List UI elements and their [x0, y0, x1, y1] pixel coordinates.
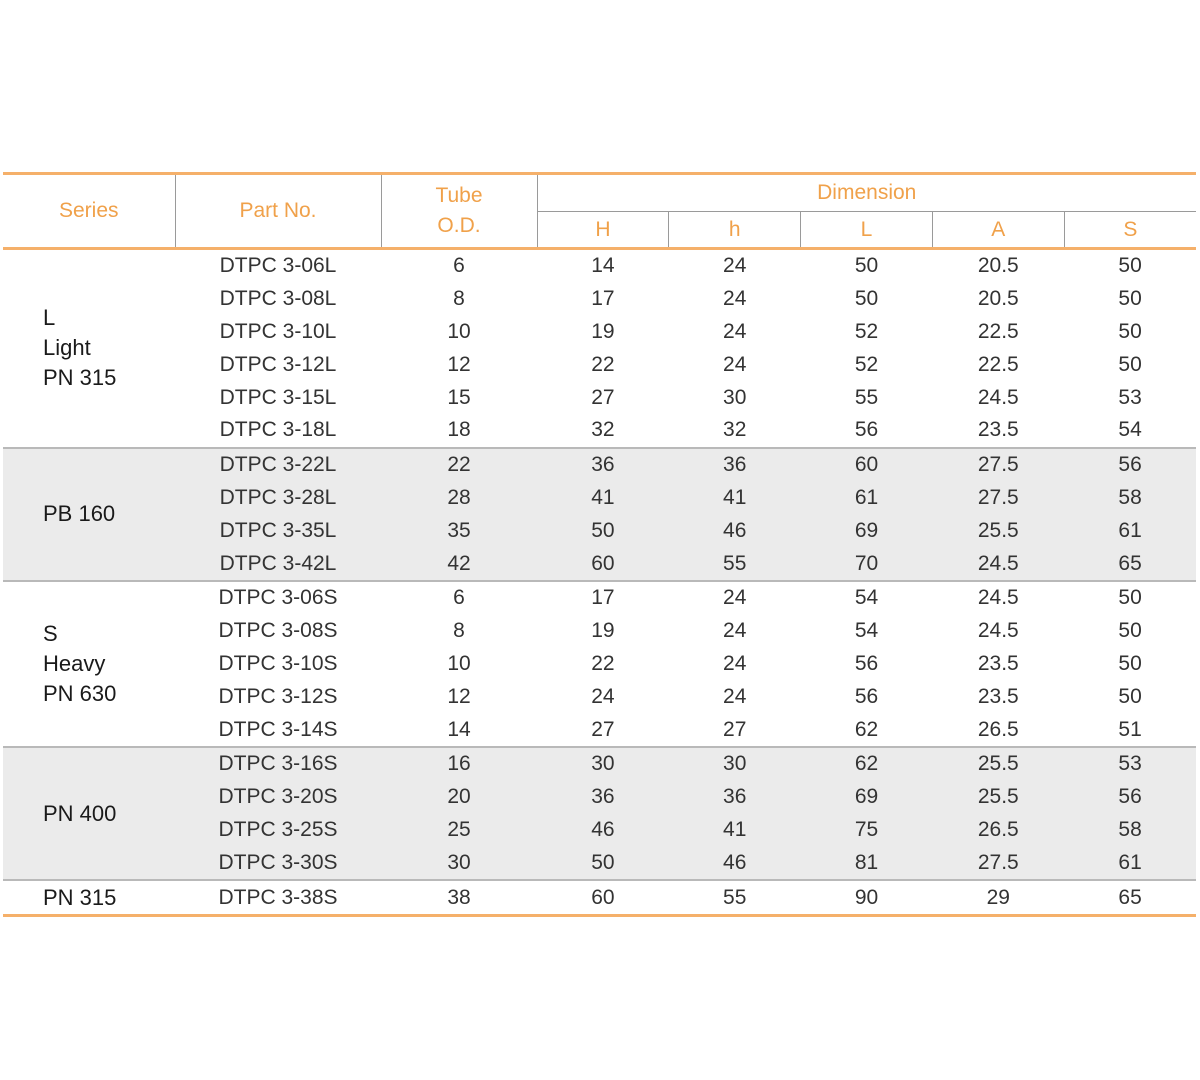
series-header: Series [3, 174, 175, 249]
dim-L-cell: 81 [801, 846, 933, 880]
tube-od-cell: 38 [381, 880, 537, 915]
dim-A-cell: 26.5 [932, 814, 1064, 847]
series-cell [3, 880, 175, 915]
tube-od-cell: 12 [447, 352, 471, 376]
part-no-cell: DTPC 3-38S [175, 880, 381, 915]
dim-L-cell: 75 [801, 814, 933, 847]
dim-h-cell: 30 [723, 385, 747, 409]
dim-L-cell: 50 [854, 254, 879, 278]
dim-h-cell: 41 [669, 482, 801, 515]
part-no-cell: DTPC 3-10S [218, 651, 338, 675]
dim-L-cell: 55 [854, 385, 879, 409]
table-row [3, 448, 1196, 482]
dim-A-cell: 24.5 [932, 581, 1064, 615]
dimension-table [3, 172, 1196, 917]
tube-od-cell: 6 [453, 254, 465, 278]
dim-h-cell: 24 [723, 651, 747, 675]
dim-header-h: h [669, 212, 801, 249]
series-label: PB 160 [43, 501, 116, 527]
dim-S-cell: 53 [1118, 385, 1142, 409]
table-row [3, 680, 1196, 713]
tube-od-cell: 14 [447, 717, 471, 741]
part-no-cell: DTPC 3-08L [219, 287, 337, 311]
dim-header-H: H [537, 212, 669, 249]
tube-od-cell: 16 [381, 747, 537, 781]
dim-header-S: S [1064, 212, 1196, 249]
tube-od-cell: 10 [447, 319, 471, 343]
table-row [3, 880, 1196, 915]
part-no-cell: DTPC 3-42L [175, 547, 381, 581]
dimension-header: Dimension [537, 174, 1196, 212]
dim-A-cell: 22.5 [977, 319, 1019, 343]
series-label: PN 630 [43, 680, 117, 706]
dim-L-cell: 62 [801, 747, 933, 781]
series-group [3, 880, 1196, 915]
dim-H-cell: 19 [591, 319, 615, 343]
dim-S-cell: 65 [1064, 880, 1196, 915]
table-row [3, 713, 1196, 747]
dim-H-cell: 50 [537, 846, 669, 880]
part-no-cell: DTPC 3-15L [219, 385, 337, 409]
dim-h-cell: 24 [723, 684, 747, 708]
dim-h-cell: 24 [723, 619, 747, 643]
dim-h-cell: 24 [669, 581, 801, 615]
part-no-cell: DTPC 3-06S [175, 581, 381, 615]
series-label: S [43, 620, 58, 646]
dim-L-cell: 52 [854, 352, 879, 376]
table-row [3, 781, 1196, 814]
dim-S-cell: 58 [1064, 482, 1196, 515]
tube-od-header [381, 174, 537, 249]
dim-h-cell: 27 [723, 717, 747, 741]
table-row [3, 747, 1196, 781]
tube-od-cell: 12 [447, 684, 471, 708]
table-row [3, 414, 1196, 448]
part-no-cell: DTPC 3-18L [219, 418, 337, 442]
dim-L-cell: 60 [801, 448, 933, 482]
dim-A-cell: 23.5 [977, 651, 1019, 675]
dim-A-cell: 23.5 [977, 418, 1019, 442]
dim-S-cell: 56 [1064, 781, 1196, 814]
dim-S-cell: 50 [1118, 319, 1142, 343]
dim-A-cell: 25.5 [932, 514, 1064, 547]
part-no-cell: DTPC 3-16S [175, 747, 381, 781]
part-no-cell: DTPC 3-06L [219, 254, 337, 278]
series-label: PN 315 [43, 884, 117, 910]
dim-h-cell: 30 [669, 747, 801, 781]
dim-H-cell: 50 [537, 514, 669, 547]
series-group [3, 747, 1196, 880]
series-cell [3, 249, 175, 448]
dim-H-cell: 14 [591, 254, 615, 278]
dim-A-cell: 20.5 [977, 287, 1019, 311]
series-label: Heavy [43, 650, 106, 676]
dim-h-cell: 46 [669, 846, 801, 880]
dim-A-cell: 29 [932, 880, 1064, 915]
dim-H-cell: 27 [591, 385, 615, 409]
table-row [3, 283, 1196, 316]
dim-S-cell: 61 [1064, 846, 1196, 880]
dim-h-cell: 24 [723, 319, 747, 343]
table-row [3, 249, 1196, 283]
dim-H-cell: 36 [537, 448, 669, 482]
tube-od-cell: 30 [381, 846, 537, 880]
dim-S-cell: 53 [1064, 747, 1196, 781]
table-row [3, 316, 1196, 349]
table-row [3, 381, 1196, 414]
dim-H-cell: 60 [537, 880, 669, 915]
series-group [3, 448, 1196, 581]
table-header [3, 174, 1196, 249]
tube-od-cell: 18 [447, 418, 471, 442]
dim-h-cell: 46 [669, 514, 801, 547]
table-row [3, 846, 1196, 880]
dim-L-cell: 52 [854, 319, 879, 343]
dim-h-cell: 55 [669, 880, 801, 915]
series-label: L [43, 305, 56, 331]
dim-H-cell: 41 [537, 482, 669, 515]
dim-h-cell: 55 [669, 547, 801, 581]
dim-L-cell: 90 [801, 880, 933, 915]
dim-H-cell: 17 [591, 287, 615, 311]
dim-A-cell: 25.5 [932, 781, 1064, 814]
part-no-cell: DTPC 3-25S [175, 814, 381, 847]
tube-od-cell: 15 [447, 385, 471, 409]
dim-S-cell: 61 [1064, 514, 1196, 547]
part-no-cell: DTPC 3-10L [219, 319, 337, 343]
tube-od-header-line2: O.D. [437, 214, 481, 237]
dim-L-cell: 61 [801, 482, 933, 515]
table-row [3, 814, 1196, 847]
dim-A-cell: 26.5 [977, 717, 1019, 741]
dim-A-cell: 20.5 [977, 254, 1019, 278]
dim-S-cell: 50 [1118, 287, 1142, 311]
dim-H-cell: 60 [537, 547, 669, 581]
dim-L-cell: 69 [801, 514, 933, 547]
tube-od-cell: 20 [381, 781, 537, 814]
dim-h-cell: 36 [669, 781, 801, 814]
dim-H-cell: 22 [591, 651, 615, 675]
tube-od-cell: 35 [381, 514, 537, 547]
tube-od-cell: 22 [381, 448, 537, 482]
dim-A-cell: 27.5 [932, 846, 1064, 880]
dim-H-cell: 32 [591, 418, 615, 442]
dim-H-cell: 22 [591, 352, 615, 376]
dim-A-cell: 23.5 [977, 684, 1019, 708]
part-no-cell: DTPC 3-14S [218, 717, 338, 741]
part-no-cell: DTPC 3-20S [175, 781, 381, 814]
table-row [3, 547, 1196, 581]
dim-A-cell: 24.5 [977, 619, 1019, 643]
part-no-cell: DTPC 3-30S [175, 846, 381, 880]
dim-A-cell: 24.5 [977, 385, 1019, 409]
dim-h-cell: 41 [669, 814, 801, 847]
dim-H-cell: 27 [591, 717, 615, 741]
series-cell [3, 747, 175, 880]
tube-od-cell: 28 [381, 482, 537, 515]
dim-header-L: L [801, 212, 933, 249]
series-label: Light [43, 335, 91, 361]
dim-h-cell: 24 [723, 352, 747, 376]
tube-od-cell: 8 [453, 619, 465, 643]
dim-H-cell: 19 [591, 619, 615, 643]
dim-S-cell: 50 [1118, 254, 1142, 278]
part-no-cell: DTPC 3-35L [175, 514, 381, 547]
dim-S-cell: 50 [1118, 651, 1142, 675]
dim-S-cell: 65 [1064, 547, 1196, 581]
series-group [3, 249, 1196, 448]
dim-L-cell: 56 [854, 684, 879, 708]
series-group [3, 581, 1196, 747]
series-cell [3, 448, 175, 581]
dim-A-cell: 25.5 [932, 747, 1064, 781]
dim-L-cell: 54 [801, 581, 933, 615]
tube-od-header-line1: Tube [435, 184, 483, 207]
dim-S-cell: 51 [1118, 717, 1142, 741]
series-label: PN 315 [43, 365, 117, 391]
part-no-cell: DTPC 3-12S [218, 684, 338, 708]
tube-od-cell: 10 [447, 651, 471, 675]
series-cell [3, 581, 175, 747]
dim-S-cell: 58 [1064, 814, 1196, 847]
table-row [3, 648, 1196, 681]
dim-A-cell: 22.5 [977, 352, 1019, 376]
dim-L-cell: 54 [854, 619, 879, 643]
dim-h-cell: 32 [723, 418, 747, 442]
table-row [3, 581, 1196, 615]
table-row [3, 348, 1196, 381]
tube-od-cell: 42 [381, 547, 537, 581]
dim-H-cell: 36 [537, 781, 669, 814]
dim-L-cell: 56 [854, 418, 879, 442]
dim-h-cell: 24 [723, 287, 747, 311]
dim-H-cell: 30 [537, 747, 669, 781]
dim-A-cell: 27.5 [932, 448, 1064, 482]
dim-header-A: A [932, 212, 1064, 249]
part-no-cell: DTPC 3-12L [219, 352, 337, 376]
dim-H-cell: 46 [537, 814, 669, 847]
part-no-cell: DTPC 3-08S [218, 619, 338, 643]
dim-S-cell: 50 [1118, 619, 1142, 643]
dim-H-cell: 17 [537, 581, 669, 615]
table-row [3, 615, 1196, 648]
part-no-cell: DTPC 3-28L [175, 482, 381, 515]
dim-L-cell: 70 [801, 547, 933, 581]
dim-h-cell: 36 [669, 448, 801, 482]
dim-h-cell: 24 [723, 254, 747, 278]
tube-od-cell: 25 [381, 814, 537, 847]
dim-H-cell: 24 [591, 684, 615, 708]
table-row [3, 514, 1196, 547]
table-row [3, 482, 1196, 515]
dim-A-cell: 27.5 [932, 482, 1064, 515]
series-label: PN 400 [43, 800, 117, 826]
part-no-cell: DTPC 3-22L [175, 448, 381, 482]
dim-L-cell: 50 [854, 287, 879, 311]
dim-S-cell: 54 [1118, 418, 1142, 442]
dim-S-cell: 50 [1064, 581, 1196, 615]
tube-od-cell: 6 [381, 581, 537, 615]
tube-od-cell: 8 [453, 287, 465, 311]
part-no-header: Part No. [175, 174, 381, 249]
dim-A-cell: 24.5 [932, 547, 1064, 581]
dim-L-cell: 62 [854, 717, 879, 741]
dim-L-cell: 69 [801, 781, 933, 814]
dim-L-cell: 56 [854, 651, 879, 675]
dim-S-cell: 50 [1118, 352, 1142, 376]
dim-S-cell: 50 [1118, 684, 1142, 708]
dim-S-cell: 56 [1064, 448, 1196, 482]
